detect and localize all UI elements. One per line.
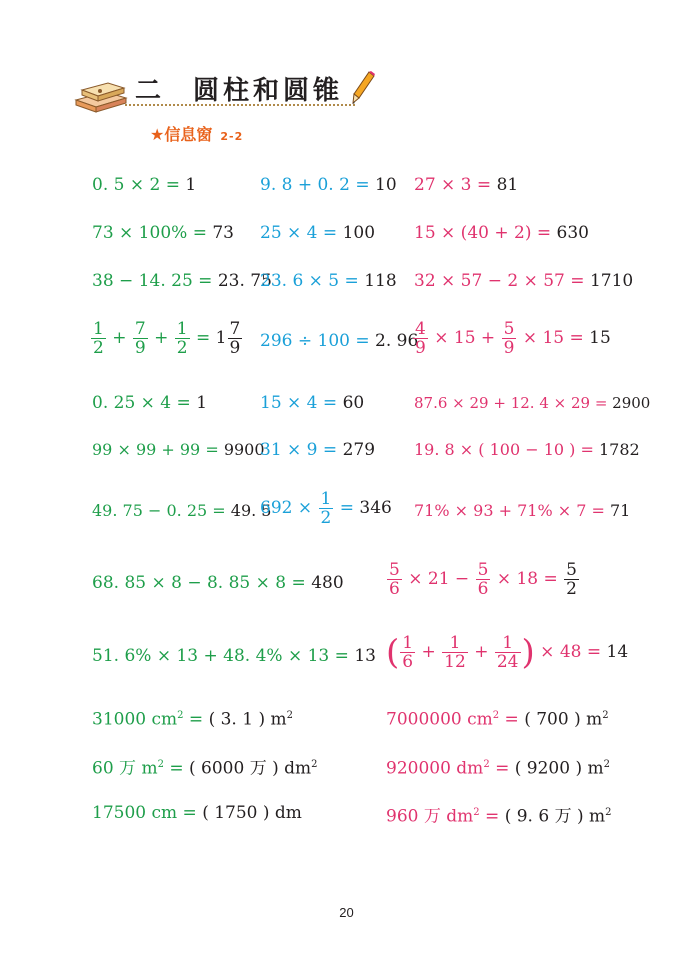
expression: 19. 8 × ( 100 − 10 ) xyxy=(414,440,576,459)
fraction: $\frac{5}{6}$ xyxy=(389,560,400,599)
answer: 81 xyxy=(496,175,519,195)
fraction: $\frac{1}{24}$ xyxy=(496,633,519,672)
expression: 49. 75 − 0. 25 xyxy=(92,501,208,520)
answer: 10 xyxy=(375,175,397,195)
expression: 15 × (40 + 2) xyxy=(414,223,532,243)
expression: 9. 8 + 0. 2 xyxy=(260,175,350,195)
equation: 0. 25 × 4 = 1 xyxy=(92,393,208,413)
equation: 49. 75 − 0. 25 = 49. 5 xyxy=(92,501,272,520)
answer: 13 xyxy=(354,646,376,666)
answer: 9900 xyxy=(223,440,265,459)
equation: 7000000 $cm^2$ = ( 700 ) $m^2$ xyxy=(386,709,609,730)
equation: 0. 5 × 2 = 1 xyxy=(92,175,197,195)
equation: 920000 $dm^2$ = ( 9200 ) $m^2$ xyxy=(386,758,610,779)
equation: 960 万 $dm^2$ = ( 9. 6 万 ) $m^2$ xyxy=(386,806,612,827)
equation: 15 × 4 = 60 xyxy=(260,393,365,413)
equation: $\frac{4}{9}$ × 15 + $\frac{5}{9}$ × 15 = 15 xyxy=(415,319,611,358)
section-heading xyxy=(150,122,243,145)
answer: 480 xyxy=(311,573,344,593)
answer: ( 1750 ) dm xyxy=(202,803,302,823)
page-number: 20 xyxy=(339,905,354,920)
answer: ( 700 ) m xyxy=(524,709,603,730)
fraction: $\frac{4}{9}$ xyxy=(415,319,426,358)
equation: 32 × 57 − 2 × 57 = 1710 xyxy=(414,271,634,291)
equation: 73 × 100% = 73 xyxy=(92,223,234,243)
answer: ( 9. 6 万 ) m xyxy=(504,806,606,827)
equation: 60 万 $m^2$ = ( 6000 万 ) $dm^2$ xyxy=(92,758,318,779)
answer: 14 xyxy=(606,642,629,662)
answer: 71 xyxy=(609,501,631,520)
answer: 2900 xyxy=(612,394,651,412)
expression: 87.6 × 29 + 12. 4 × 29 xyxy=(414,394,591,412)
answer: 346 xyxy=(359,498,392,518)
answer: ( 3. 1 ) m xyxy=(208,709,287,730)
expression: 99 × 99 + 99 xyxy=(92,440,201,459)
star-icon: ★ xyxy=(150,125,165,144)
fraction: $\frac{5}{6}$ xyxy=(477,560,489,599)
equation: 296 ÷ 100 = 2. 96 xyxy=(260,331,419,351)
expression: 71% × 93 + 71% × 7 xyxy=(414,501,587,520)
equation: 692 × $\frac{1}{2}$ = 346 xyxy=(260,489,392,528)
expression: 31 × 9 xyxy=(260,440,318,460)
expression: 0. 25 × 4 xyxy=(92,393,172,413)
equation: 71% × 93 + 71% × 7 = 71 xyxy=(414,501,631,520)
expression: 27 × 3 xyxy=(414,175,472,195)
equation: 19. 8 × ( 100 − 10 ) = 1782 xyxy=(414,440,640,459)
section-dots: 2-2 xyxy=(220,130,244,143)
equation: 31 × 9 = 279 xyxy=(260,440,376,460)
answer: ( 6000 万 ) dm xyxy=(189,758,312,779)
answer: 118 xyxy=(364,271,397,291)
expression: 68. 85 × 8 − 8. 85 × 8 xyxy=(92,573,287,593)
answer: 73 xyxy=(212,223,234,243)
answer: 49. 5 xyxy=(230,501,272,520)
answer: 279 xyxy=(342,440,376,460)
answer: 1 xyxy=(196,393,208,413)
answer: $\frac{5}{2}$ xyxy=(566,560,577,599)
expression: 25 × 4 xyxy=(260,223,318,243)
answer: 100 xyxy=(342,223,376,243)
expression: 73 × 100% xyxy=(92,223,188,243)
chapter-number: 二 xyxy=(135,76,166,106)
answer: 630 xyxy=(556,223,589,243)
pencil-icon xyxy=(350,70,376,106)
answer: 15 xyxy=(589,328,611,348)
answer: 1 xyxy=(185,175,197,195)
answer: 1 $\frac{7}{9}$ xyxy=(215,319,241,358)
expression: 38 − 14. 25 xyxy=(92,271,193,291)
equation: 99 × 99 + 99 = 9900 xyxy=(92,440,265,459)
equation: 17500 cm = ( 1750 ) dm xyxy=(92,803,302,823)
equation: 87.6 × 29 + 12. 4 × 29 = 2900 xyxy=(414,394,651,412)
expression: 51. 6% × 13 + 48. 4% × 13 xyxy=(92,646,330,666)
fraction: $\frac{1}{6}$ xyxy=(402,633,414,672)
fraction: $\frac{1}{2}$ xyxy=(93,319,104,358)
answer: 2. 96 xyxy=(375,331,419,351)
expression: 15 × 4 xyxy=(260,393,318,413)
chapter-title: 圆柱和圆锥 xyxy=(193,76,344,106)
header-divider xyxy=(125,104,355,106)
books-icon xyxy=(72,74,130,114)
fraction: $\frac{5}{9}$ xyxy=(503,319,515,358)
equation: 68. 85 × 8 − 8. 85 × 8 = 480 xyxy=(92,573,344,593)
expression: 296 ÷ 100 xyxy=(260,331,350,351)
expression: 0. 5 × 2 xyxy=(92,175,161,195)
equation: ( $\frac{1}{6}$ + $\frac{1}{12}$ + $\frac{1}{24}$ ) × 48 = 14 xyxy=(386,632,629,673)
answer: 23. 75 xyxy=(217,271,272,291)
expression: 32 × 57 − 2 × 57 xyxy=(414,271,565,291)
section-title: 信息窗 xyxy=(164,125,213,144)
equation: $\frac{1}{2}$ + $\frac{7}{9}$ + $\frac{1}{2}$ = 1 $\frac{7}{9}$ xyxy=(90,320,243,357)
equation: 23. 6 × 5 = 118 xyxy=(260,271,397,291)
fraction: $\frac{7}{9}$ xyxy=(134,319,146,358)
answer: 60 xyxy=(342,393,365,413)
expression: 692 × xyxy=(260,498,313,518)
equation: 9. 8 + 0. 2 = 10 xyxy=(260,175,397,195)
equation: 38 − 14. 25 = 23. 75 xyxy=(92,271,272,291)
answer: 1710 xyxy=(589,271,634,291)
chapter-heading xyxy=(135,70,343,107)
equation: 15 × (40 + 2) = 630 xyxy=(414,223,589,243)
equation: 31000 $cm^2$ = ( 3. 1 ) $m^2$ xyxy=(92,709,293,730)
fraction: $\frac{1}{2}$ xyxy=(320,489,332,528)
equation: $\frac{5}{6}$ × 21 − $\frac{5}{6}$ × 18 = $\frac{5}{2}$ xyxy=(389,560,577,599)
equation: 27 × 3 = 81 xyxy=(414,175,519,195)
equation: 25 × 4 = 100 xyxy=(260,223,376,243)
answer: 1782 xyxy=(599,440,640,459)
fraction: $\frac{1}{2}$ xyxy=(176,319,188,358)
fraction: $\frac{1}{12}$ xyxy=(444,633,466,672)
answer: ( 9200 ) m xyxy=(514,758,604,779)
equation: 51. 6% × 13 + 48. 4% × 13 = 13 xyxy=(92,646,376,666)
expression: 23. 6 × 5 xyxy=(260,271,340,291)
